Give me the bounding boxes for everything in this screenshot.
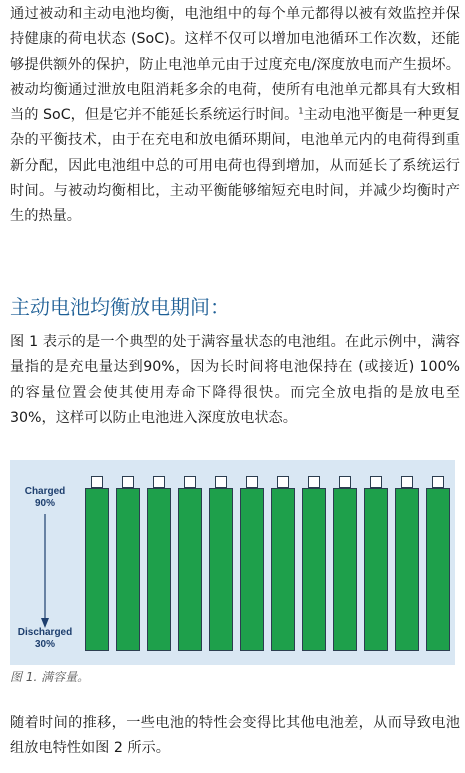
cell-terminal [184, 476, 196, 488]
battery-cell [178, 488, 202, 651]
battery-cell [147, 488, 171, 651]
cell-terminal [246, 476, 258, 488]
charged-label-text: Charged [24, 486, 66, 497]
paragraph-text: 通过被动和主动电池均衡，电池组中的每个单元都得以被有效监控并保持健康的荷电状态 (SoC)。这样不仅可以增加电池循环工作次数，还能够提供额外的保护，防止电池单元由于过度充电/深度放电而产生损坏。被动均衡通过泄放电阻消耗多余的电荷，使所有电池单元都具有大致相当的 SoC，但是它并不能延长系统运行时间。 [10, 6, 460, 124]
cell-terminal [122, 476, 134, 488]
discharged-label [15, 627, 75, 651]
discharged-value: 30% [34, 639, 55, 650]
battery-cell [364, 488, 388, 651]
battery-cell [333, 488, 357, 651]
figure-full-capacity [10, 460, 455, 665]
battery-cell [116, 488, 140, 651]
battery-cell [426, 488, 450, 651]
cell-terminal [277, 476, 289, 488]
battery-cell [302, 488, 326, 651]
footnote-ref[interactable]: 1 [298, 106, 304, 116]
discharge-arrow-icon [32, 512, 58, 630]
section-heading: 主动电池均衡放电期间： [10, 295, 230, 319]
paragraph-full-capacity: 图 1 表示的是一个典型的处于满容量状态的电池组。在此示例中，满容量指的是充电量达到90%，因为长时间将电池保持在 (或接近) 100% 的容量位置会使其使用寿命下降得很快。而完全放电指的是放电至30%，这样可以防止电池进入深度放电状态。 [10, 334, 460, 426]
paragraph-balancing-intro [10, 2, 460, 230]
cell-terminal [153, 476, 165, 488]
battery-cell [240, 488, 264, 651]
cell-terminal [215, 476, 227, 488]
cell-terminal [432, 476, 444, 488]
paragraph-discharge-characteristics: 随着时间的推移，一些电池的特性会变得比其他电池差，从而导致电池组放电特性如图 2 所示。 [10, 715, 460, 757]
cell-terminal [370, 476, 382, 488]
cell-terminal [401, 476, 413, 488]
paragraph-text: 主动电池平衡是一种更复杂的平衡技术，由于在充电和放电循环期间，电池单元内的电荷得到重新分配，因此电池组中总的可用电荷也得到增加，从而延长了系统运行时间。与被动均衡相比，主动平衡能够缩短充电时间，并减少均衡时产生的热量。 [10, 107, 460, 225]
battery-cell [395, 488, 419, 651]
cell-terminal [308, 476, 320, 488]
cell-terminal [339, 476, 351, 488]
charged-value: 90% [34, 498, 55, 509]
discharged-label-text: Discharged [17, 627, 73, 638]
charged-label [15, 486, 75, 510]
cell-terminal [91, 476, 103, 488]
figure-caption: 图 1. 满容量。 [10, 670, 90, 684]
battery-cell [271, 488, 295, 651]
battery-cell [85, 488, 109, 651]
battery-cell [209, 488, 233, 651]
